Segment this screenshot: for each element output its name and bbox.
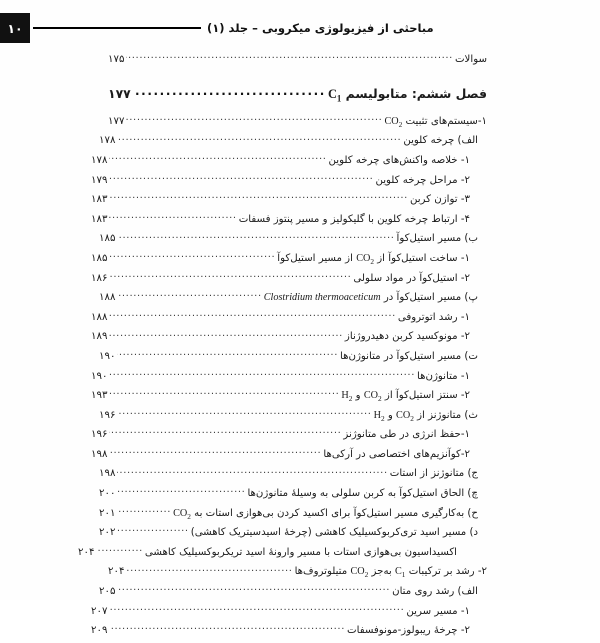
toc-entry-page-number: ۲۰۹ (91, 625, 108, 637)
toc-entry-page-number: ۱۸۳ (91, 213, 108, 225)
toc-entry-page-number: ۱۷۷ (108, 85, 131, 101)
toc-entry-label: سوالات (454, 54, 487, 66)
toc-entry-page-number: ۲۰۷ (91, 605, 108, 617)
toc-entry[interactable] (99, 584, 487, 604)
toc-dot-leader (126, 564, 292, 574)
toc-entry-label: ۱- خلاصه واکنش‌های چرخه کلوین (328, 154, 470, 166)
toc-entry-label: ۱- متانوژن‌ها (416, 370, 470, 382)
toc-entry-page-number: ۲۰۵ (99, 586, 116, 598)
toc-entry-label: ت) مسیر استیل‌کوآ در متانوژن‌ها (340, 350, 478, 362)
toc-entry[interactable] (91, 447, 487, 467)
toc-dot-leader (117, 133, 401, 143)
toc-entry[interactable] (108, 52, 487, 72)
toc-entry[interactable] (91, 192, 487, 212)
toc-entry[interactable] (99, 133, 487, 153)
toc-dot-leader (117, 290, 261, 300)
toc-entry-page-number: ۲۰۲ (99, 527, 116, 539)
toc-dot-leader (109, 153, 326, 163)
toc-entry-page-number: ۲۰۱ (99, 507, 116, 519)
toc-dot-leader (133, 86, 326, 98)
toc-entry-label: د) مسیر اسید تری‌کربوکسیلیک کاهشی (چرخهٔ اسیدسیتریک کاهشی) (190, 527, 478, 539)
toc-entry[interactable] (99, 525, 487, 545)
toc-entry-page-number: ۱۸۵ (99, 233, 116, 245)
toc-entry[interactable] (99, 486, 487, 506)
toc-entry[interactable] (91, 368, 487, 388)
toc-dot-leader (109, 388, 339, 398)
toc-entry[interactable] (108, 114, 487, 134)
toc-entry-page-number: ۱۹۶ (91, 429, 108, 441)
toc-entry[interactable] (91, 329, 487, 349)
toc-entry-label: ح) به‌کارگیری مسیر استیل‌کوآ برای اکسید کردن بی‌هوازی استات به $CO_2$ (173, 507, 478, 521)
toc-dot-leader (117, 486, 245, 496)
toc-entry-page-number: ۱۷۸ (91, 154, 108, 166)
toc-entry-label: پ) مسیر استیل‌کوآ در Clostridium thermoaceticum (263, 292, 478, 304)
page-number-badge: ۱۰ (0, 13, 30, 43)
toc-entry-label: ث) متانوژنز از $CO_2$ و $H_2$ (373, 409, 478, 423)
toc-dot-leader (109, 270, 351, 280)
toc-entry-page-number: ۱۸۵ (91, 252, 108, 264)
toc-entry-label: ۲- رشد بر ترکیبات $C_1$ به‌جز $CO_2$ متیلوتروف‌ها (294, 566, 487, 580)
toc-entry-label: ۳- توازن کربن (409, 194, 470, 206)
toc-entry[interactable] (99, 505, 487, 525)
toc-entry-label: ۲- مراحل چرخه کلوین (375, 174, 470, 186)
toc-entry[interactable] (91, 310, 487, 330)
toc-entry-label: ۱-حفظ انرژی در طی متانوژنز (343, 429, 470, 441)
header-divider-rule (33, 27, 201, 29)
toc-entry-page-number: ۱۸۶ (91, 272, 108, 284)
toc-entry-label: الف) چرخه کلوین (403, 135, 478, 147)
toc-entry-page-number: ۱۷۵ (108, 54, 125, 66)
toc-entry[interactable] (99, 349, 487, 369)
toc-entry-label: ۲- مونوکسید کربن دهیدروژناز (344, 331, 470, 343)
toc-entry-page-number: ۲۰۴ (78, 546, 95, 558)
toc-dot-leader (109, 329, 343, 339)
toc-dot-leader (117, 349, 338, 359)
toc-entry[interactable] (108, 564, 487, 584)
toc-dot-leader (109, 603, 404, 613)
toc-entry-page-number: ۱۹۰ (99, 350, 116, 362)
toc-entry[interactable] (91, 153, 487, 173)
toc-entry-label: ۲- استیل‌کوآ در مواد سلولی (353, 272, 470, 284)
toc-entry[interactable] (91, 388, 487, 408)
toc-dot-leader (109, 192, 408, 202)
toc-entry-page-number: ۱۹۶ (99, 409, 116, 421)
toc-entry-page-number: ۱۸۳ (91, 194, 108, 206)
toc-dot-leader (117, 408, 371, 418)
toc-entry[interactable] (99, 290, 487, 310)
toc-entry[interactable] (91, 251, 487, 271)
toc-entry-page-number: ۱۹۸ (99, 468, 116, 480)
toc-entry-label: ب) مسیر استیل‌کوآ (396, 233, 478, 245)
toc-entry-page-number: ۲۰۴ (108, 566, 125, 578)
toc-entry-label: ۱- مسیر سرین (406, 605, 470, 617)
toc-entry-label: ۲-کوآنزیم‌های اختصاصی در آرکی‌ها (323, 448, 470, 460)
toc-dot-leader (126, 114, 382, 124)
toc-spacer (108, 72, 487, 86)
toc-entry-label: اکسیداسیون بی‌هوازی استات با مسیر وارونهٔ اسید تریکربوکسیلیک کاهشی (144, 546, 457, 558)
toc-entry-page-number: ۱۷۷ (108, 115, 125, 127)
toc-entry[interactable] (99, 231, 487, 251)
toc-dot-leader (109, 368, 415, 378)
toc-entry-label: فصل ششم: متابولیسم $C_1$ (327, 85, 487, 104)
toc-dot-leader (117, 584, 390, 594)
toc-entry-label: ۱- رشد اتوتروفی (397, 311, 470, 323)
toc-dot-leader (117, 231, 394, 241)
toc-entry-page-number: ۱۸۸ (91, 311, 108, 323)
toc-entry-label: الف) رشد روی متان (392, 586, 478, 598)
toc-entry-label: ۱- ساخت استیل‌کوآ از $CO_2$ از مسیر استیل‌کوآ (277, 252, 470, 266)
toc-dot-leader (109, 427, 341, 437)
toc-entry[interactable] (91, 603, 487, 623)
toc-dot-leader (109, 623, 345, 633)
toc-dot-leader (96, 545, 143, 555)
toc-entry[interactable] (99, 408, 487, 428)
toc-entry-label: چ) الحاق استیل‌کوآ به کربن سلولی به وسیلهٔ متانوژن‌ها (247, 488, 478, 500)
toc-entry-label: ۲- چرخهٔ ریبولوز-مونوفسفات (347, 625, 470, 637)
toc-entry[interactable] (91, 427, 487, 447)
toc-entry-page-number: ۱۷۸ (99, 135, 116, 147)
toc-entry-label: ۴- ارتباط چرخه کلوین با گلیکولیز و مسیر پنتوز فسفات (238, 213, 470, 225)
toc-dot-leader (109, 212, 236, 222)
page-running-header (0, 11, 600, 45)
toc-entry[interactable] (99, 466, 487, 486)
toc-entry-page-number: ۱۸۹ (91, 331, 108, 343)
toc-entry-page-number: ۱۷۹ (91, 174, 108, 186)
toc-entry-page-number: ۱۹۸ (91, 448, 108, 460)
toc-chapter-entry[interactable] (108, 86, 487, 108)
toc-entry[interactable] (91, 172, 487, 192)
toc-entry[interactable] (91, 212, 487, 232)
toc-dot-leader (109, 251, 275, 261)
toc-dot-leader (126, 52, 453, 62)
toc-dot-leader (109, 447, 321, 457)
toc-dot-leader (117, 505, 171, 515)
toc-dot-leader (109, 310, 395, 320)
toc-entry-page-number: ۱۹۳ (91, 390, 108, 402)
toc-entry-page-number: ۱۸۸ (99, 292, 116, 304)
table-of-contents (78, 52, 487, 643)
toc-entry-label: ج) متانوژنز از استات (389, 468, 478, 480)
toc-entry-label: ۱-سیستم‌های تثبیت $CO_2$ (384, 115, 487, 129)
toc-entry-page-number: ۲۰۰ (99, 488, 116, 500)
toc-entry-page-number: ۱۹۰ (91, 370, 108, 382)
toc-dot-leader (109, 172, 373, 182)
toc-dot-leader (117, 525, 188, 535)
toc-entry[interactable] (91, 270, 487, 290)
book-title-header: مباحثی از فیزیولوژی میکروبی – جلد (۱) (207, 21, 434, 35)
toc-entry[interactable] (91, 623, 487, 643)
toc-dot-leader (117, 466, 387, 476)
toc-entry-label: ۲- سنتز استیل‌کوآ از $CO_2$ و $H_2$ (341, 390, 470, 404)
toc-entry[interactable] (78, 545, 487, 565)
